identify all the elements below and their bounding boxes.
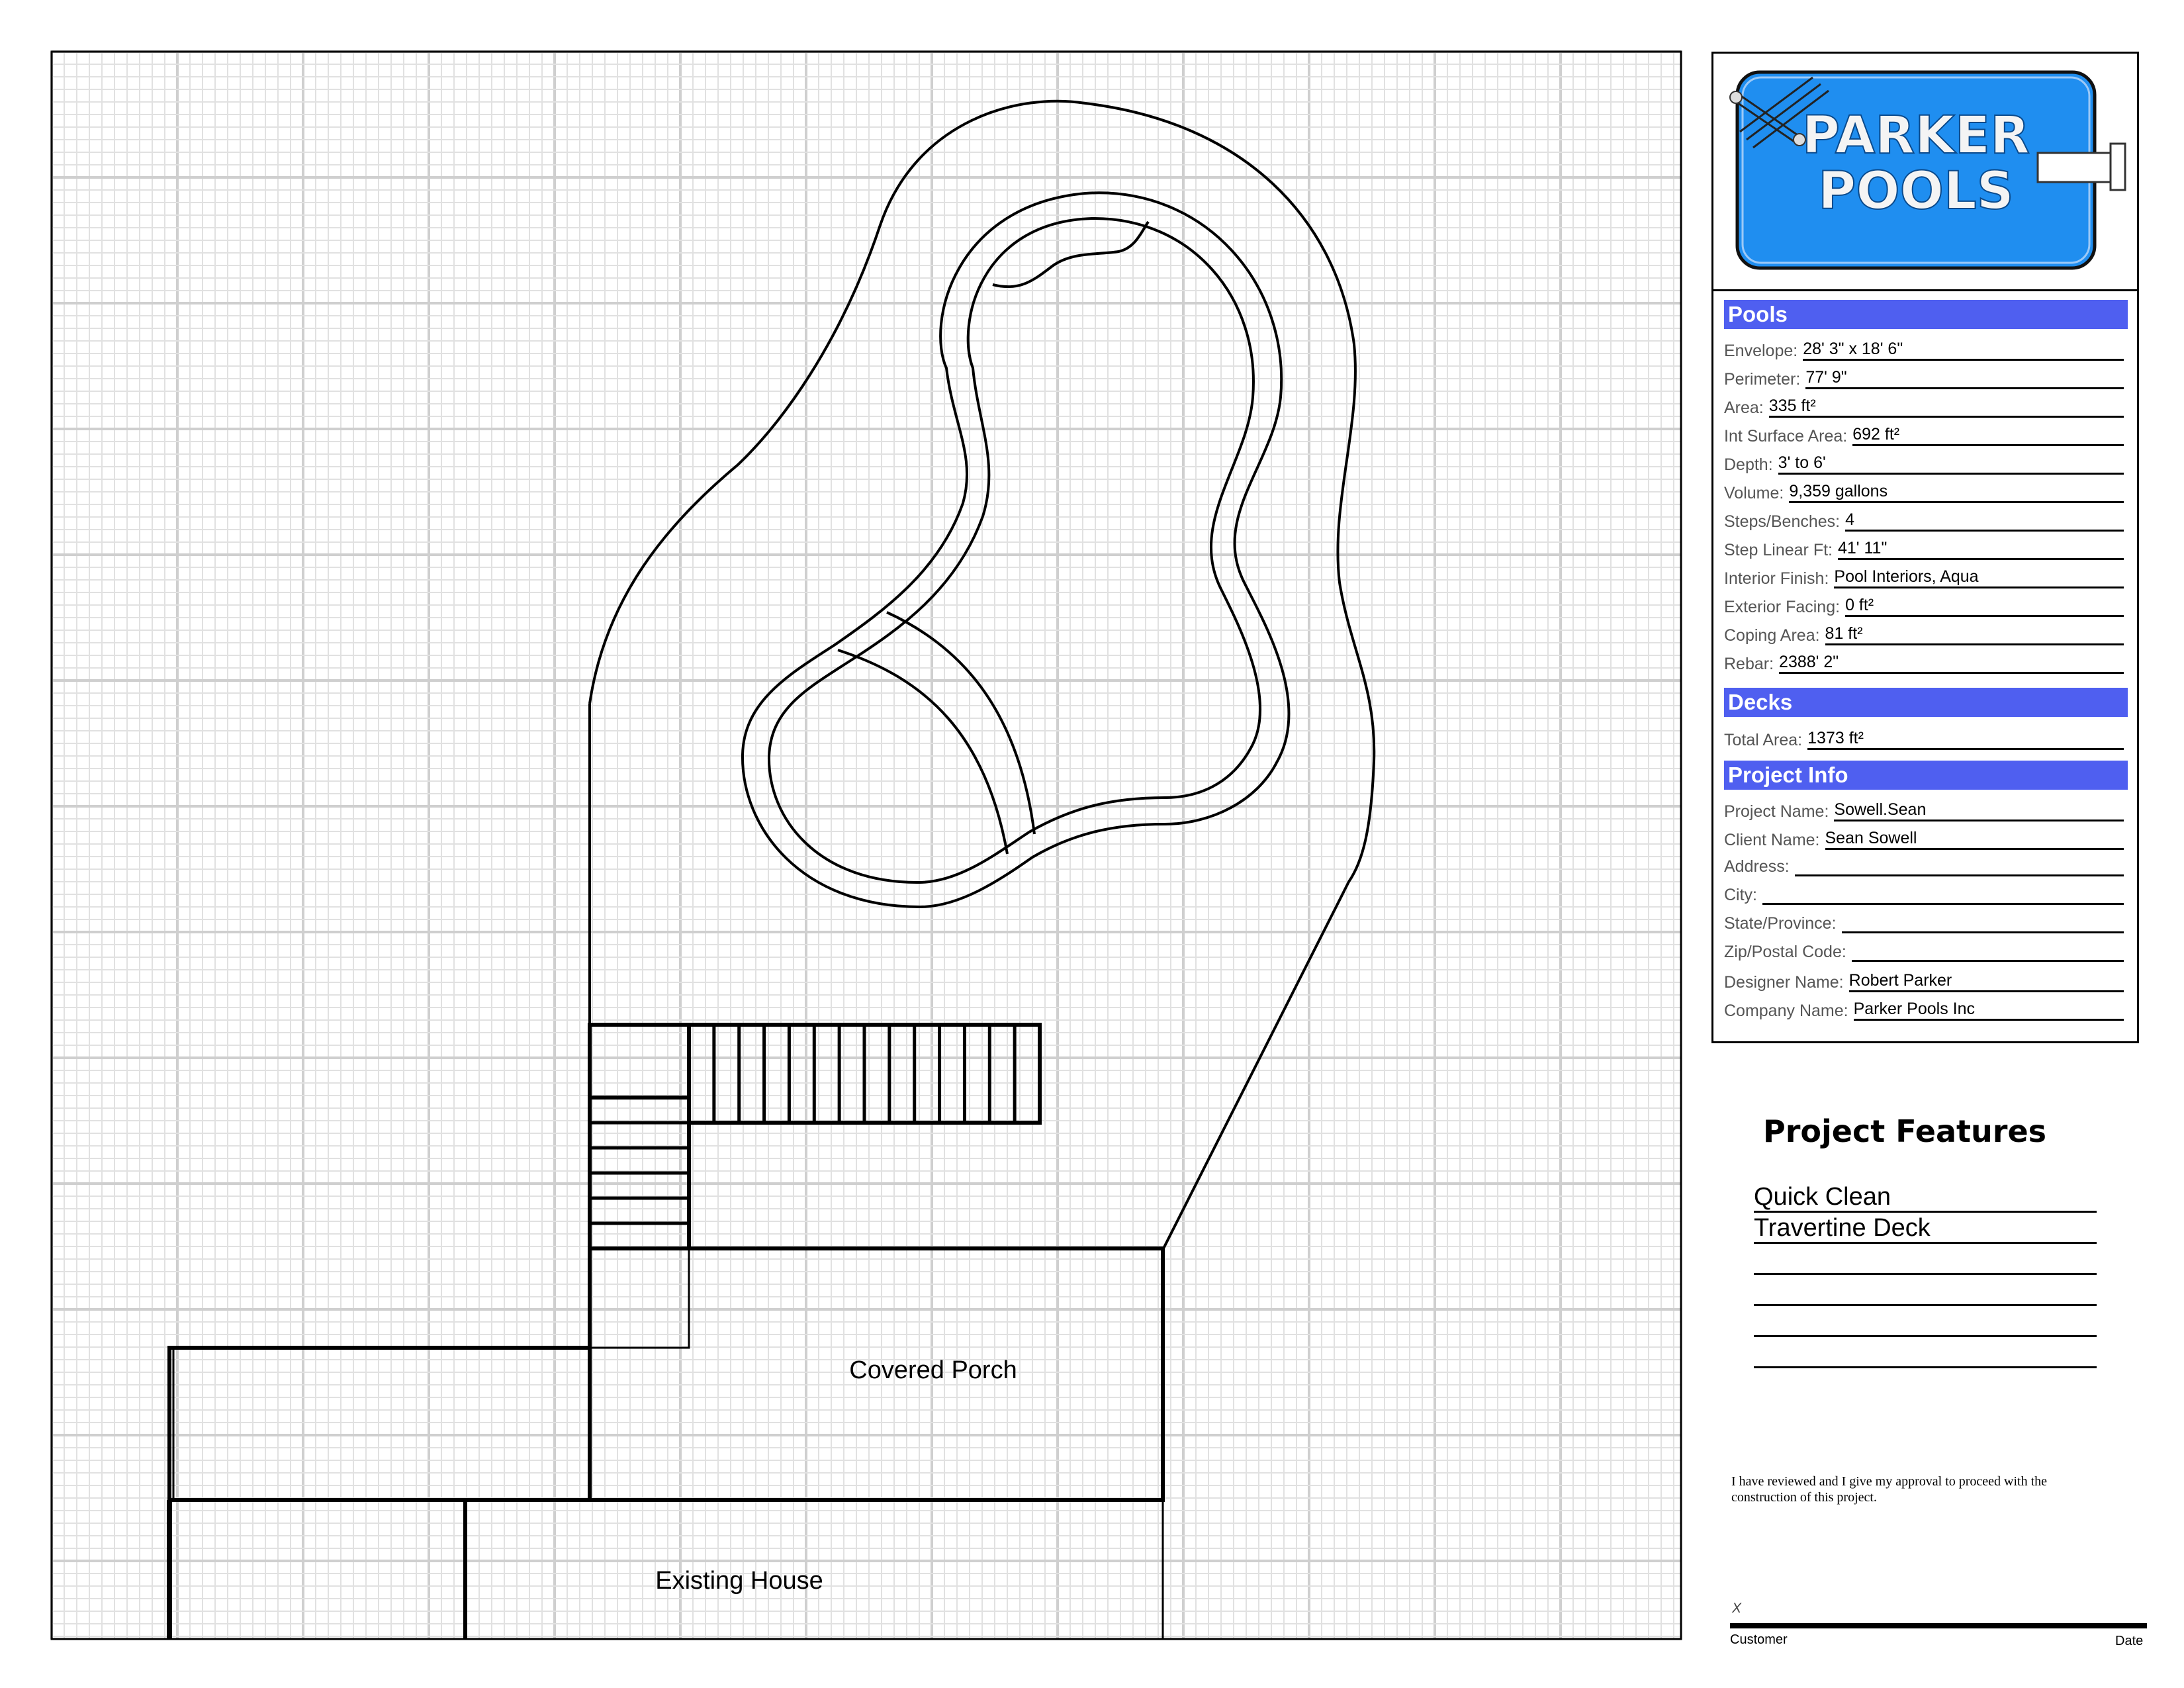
project-row: [1724, 971, 2125, 999]
house-label: Existing House: [655, 1567, 823, 1595]
approval-statement: I have reviewed and I give my approval to proceed with the construction of this project.: [1731, 1474, 2048, 1505]
decks-row: [1724, 729, 2125, 757]
pools-row-value[interactable]: 0 ft²: [1845, 596, 2124, 617]
pools-row-value[interactable]: 9,359 gallons: [1789, 482, 2124, 503]
pools-row-value[interactable]: 335 ft²: [1769, 397, 2124, 418]
project-feature-item[interactable]: Quick Clean: [1754, 1182, 2097, 1213]
date-label: Date: [2115, 1634, 2144, 1648]
pools-row-value[interactable]: 3' to 6': [1778, 453, 2124, 475]
pools-row-value[interactable]: 4: [1845, 510, 2124, 532]
pools-row-label: Step Linear Ft:: [1724, 541, 1833, 559]
project-row-value[interactable]: [1795, 874, 2124, 876]
project-row-label: City:: [1724, 886, 1757, 904]
left-patio: [169, 1348, 590, 1500]
pools-row-label: Exterior Facing:: [1724, 598, 1841, 616]
project-info-section-header: Project Info: [1724, 761, 2128, 790]
decks-section-header: Decks: [1724, 688, 2128, 717]
signature-line[interactable]: [1730, 1623, 2147, 1628]
project-row-label: Project Name:: [1724, 802, 1829, 821]
project-row-label: Designer Name:: [1724, 973, 1844, 992]
pools-row-value[interactable]: Pool Interiors, Aqua: [1834, 567, 2124, 588]
pool-bench-arc-outer: [887, 612, 1034, 834]
logo-line-2: POOLS: [1818, 162, 2014, 221]
project-row-value[interactable]: [1852, 960, 2124, 962]
pools-row: [1724, 340, 2125, 367]
pools-row-label: Envelope:: [1724, 342, 1798, 360]
pools-row: [1724, 482, 2125, 510]
project-row: [1724, 857, 2125, 885]
project-row-label: Client Name:: [1724, 831, 1820, 849]
project-row-value[interactable]: [1842, 931, 2124, 933]
pools-row-label: Int Surface Area:: [1724, 427, 1848, 445]
pool-coping-outer: [743, 193, 1289, 907]
pools-row-value[interactable]: 28' 3" x 18' 6": [1803, 340, 2124, 361]
pools-row-value[interactable]: 81 ft²: [1825, 624, 2124, 645]
pools-row-value[interactable]: 77' 9": [1805, 368, 2124, 389]
pools-row: [1724, 510, 2125, 538]
project-row: [1724, 943, 2125, 970]
pools-row: [1724, 653, 2125, 680]
project-row-value[interactable]: Sean Sowell: [1825, 829, 2124, 850]
pools-row-value[interactable]: 41' 11": [1838, 539, 2124, 560]
pools-row: [1724, 453, 2125, 481]
project-row-label: Address:: [1724, 857, 1790, 876]
project-feature-item[interactable]: Travertine Deck: [1754, 1213, 2097, 1244]
pools-row-label: Interior Finish:: [1724, 569, 1829, 588]
project-row: [1724, 886, 2125, 914]
project-features-title: Project Features: [1763, 1113, 2047, 1149]
pools-row: [1724, 596, 2125, 624]
pools-row: [1724, 425, 2125, 453]
porch-label: Covered Porch: [849, 1356, 1017, 1384]
project-row-label: Company Name:: [1724, 1002, 1848, 1020]
pools-row-label: Volume:: [1724, 484, 1784, 502]
info-panel: [1711, 52, 2139, 1043]
pools-row-label: Coping Area:: [1724, 626, 1820, 645]
project-feature-item[interactable]: [1754, 1244, 2097, 1275]
project-row-value[interactable]: Robert Parker: [1849, 971, 2124, 992]
decks-row-label: Total Area:: [1724, 731, 1803, 749]
pools-row: [1724, 397, 2125, 424]
project-feature-item[interactable]: [1754, 1338, 2097, 1368]
project-row: [1724, 800, 2125, 828]
project-row-value[interactable]: [1762, 903, 2124, 905]
project-row-label: Zip/Postal Code:: [1724, 943, 1846, 961]
pools-row: [1724, 539, 2125, 567]
signature-x-mark: X: [1732, 1601, 1742, 1616]
project-row: [1724, 914, 2125, 942]
plan-border: [52, 52, 1681, 1639]
pools-row-value[interactable]: 2388' 2": [1779, 653, 2124, 674]
pools-row-label: Area:: [1724, 399, 1764, 417]
customer-label: Customer: [1730, 1632, 1788, 1647]
project-row-value[interactable]: Parker Pools Inc: [1854, 1000, 2124, 1021]
project-row: [1724, 1000, 2125, 1027]
pools-row: [1724, 567, 2125, 595]
project-row-value[interactable]: Sowell.Sean: [1834, 800, 2124, 821]
pools-row-label: Depth:: [1724, 455, 1773, 474]
pools-row: [1724, 624, 2125, 652]
logo-line-1: PARKER: [1801, 106, 2030, 165]
pools-row-label: Perimeter:: [1724, 370, 1801, 389]
graph-paper-grid: [52, 52, 1681, 1639]
project-row: [1724, 829, 2125, 857]
project-feature-item[interactable]: [1754, 1276, 2097, 1306]
pools-row-label: Steps/Benches:: [1724, 512, 1841, 531]
parker-pools-logo: [1713, 54, 2137, 289]
pools-row-value[interactable]: 692 ft²: [1852, 425, 2124, 446]
project-feature-item[interactable]: [1754, 1307, 2097, 1337]
project-row-label: State/Province:: [1724, 914, 1837, 933]
pools-row: [1724, 368, 2125, 396]
pools-section-header: Pools: [1724, 300, 2128, 329]
logo-area: [1713, 54, 2137, 291]
pools-row-label: Rebar:: [1724, 655, 1774, 673]
decks-row-value[interactable]: 1373 ft²: [1807, 729, 2124, 750]
